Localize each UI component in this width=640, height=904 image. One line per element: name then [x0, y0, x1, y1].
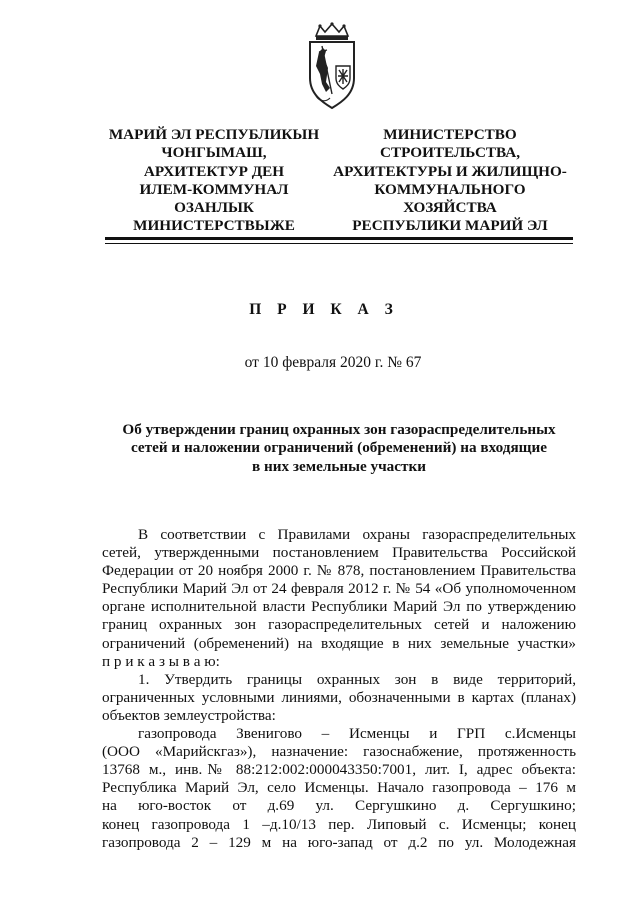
ministry-name-russian: МИНИСТЕРСТВО СТРОИТЕЛЬСТВА, АРХИТЕКТУРЫ И ЖИЛИЩНО- КОММУНАЛЬНОГО ХОЗЯЙСТВА РЕСПУБЛИКИ МАРИЙ ЭЛ — [333, 126, 567, 235]
body-line: объектов землеустройства: — [102, 706, 276, 724]
document-title — [104, 421, 574, 476]
body-line: В соответствии с Правилами охраны газораспределительных — [138, 526, 576, 543]
body-line-order-word: п р и к а з ы в а ю: — [102, 652, 220, 670]
body-line: Федерации от 20 ноября 2000 г. № 878, постановлением Правительства — [102, 562, 576, 580]
header-divider-thick — [105, 237, 573, 240]
body-line: органе исполнительной власти Республики Марий Эл по утверждению — [102, 598, 576, 616]
document-type: П Р И К А З — [249, 301, 399, 318]
body-line: сетей, утвержденными постановлением Правительства Российской — [102, 544, 576, 562]
title-line: сетей и наложении ограничений (обременений) на входящие — [130, 439, 547, 457]
body-line: Республика Марий Эл, село Исменцы. Начало газопровода – 176 м — [102, 779, 576, 797]
body-line: (ООО «Марийскгаз»), назначение: газоснабжение, протяженность — [102, 743, 576, 761]
body-line: на юго-восток от д.69 ул. Сергушкино д. Сергушкино; — [102, 797, 576, 815]
body-line: границ охранных зон газораспределительных сетей и наложению — [102, 616, 576, 634]
title-line: в них земельные участки — [252, 457, 426, 475]
coat-of-arms-emblem — [302, 22, 362, 110]
body-line: конец газопровода 1 –д.10/13 пер. Липовый с. Исменцы; конец — [102, 815, 576, 833]
body-line: Республики Марий Эл от 24 февраля 2012 г. № 54 «Об уполномоченном — [102, 580, 576, 598]
body-line: ограниченных условными линиями, обозначенными в картах (планах) — [102, 688, 576, 706]
body-line: ограничений (обременений) на входящие в них земельные участки» — [102, 634, 576, 652]
ministry-name-mari: МАРИЙ ЭЛ РЕСПУБЛИКЫН ЧОНГЫМАШ, АРХИТЕКТУР ДЕН ИЛЕМ-КОММУНАЛ ОЗАНЛЫК МИНИСТЕРСТВЫЖЕ — [108, 126, 320, 235]
document-date-number: от 10 февраля 2020 г. № 67 — [244, 354, 422, 371]
header-divider-thin — [105, 243, 573, 244]
body-line: газопровода 2 – 129 м на юго-запад от д.2 по ул. Молодежная — [102, 833, 576, 851]
body-line: газопровода Звенигово – Исменцы и ГРП с.Исменцы — [138, 725, 576, 743]
body-line: 1. Утвердить границы охранных зон в виде территорий, — [138, 670, 576, 688]
body-line: 13768 м., инв.№ 88:212:002:000043350:7001, лит. I, адрес объекта: — [102, 761, 576, 779]
title-line: Об утверждении границ охранных зон газораспределительных — [122, 421, 556, 438]
document-body — [102, 526, 576, 852]
